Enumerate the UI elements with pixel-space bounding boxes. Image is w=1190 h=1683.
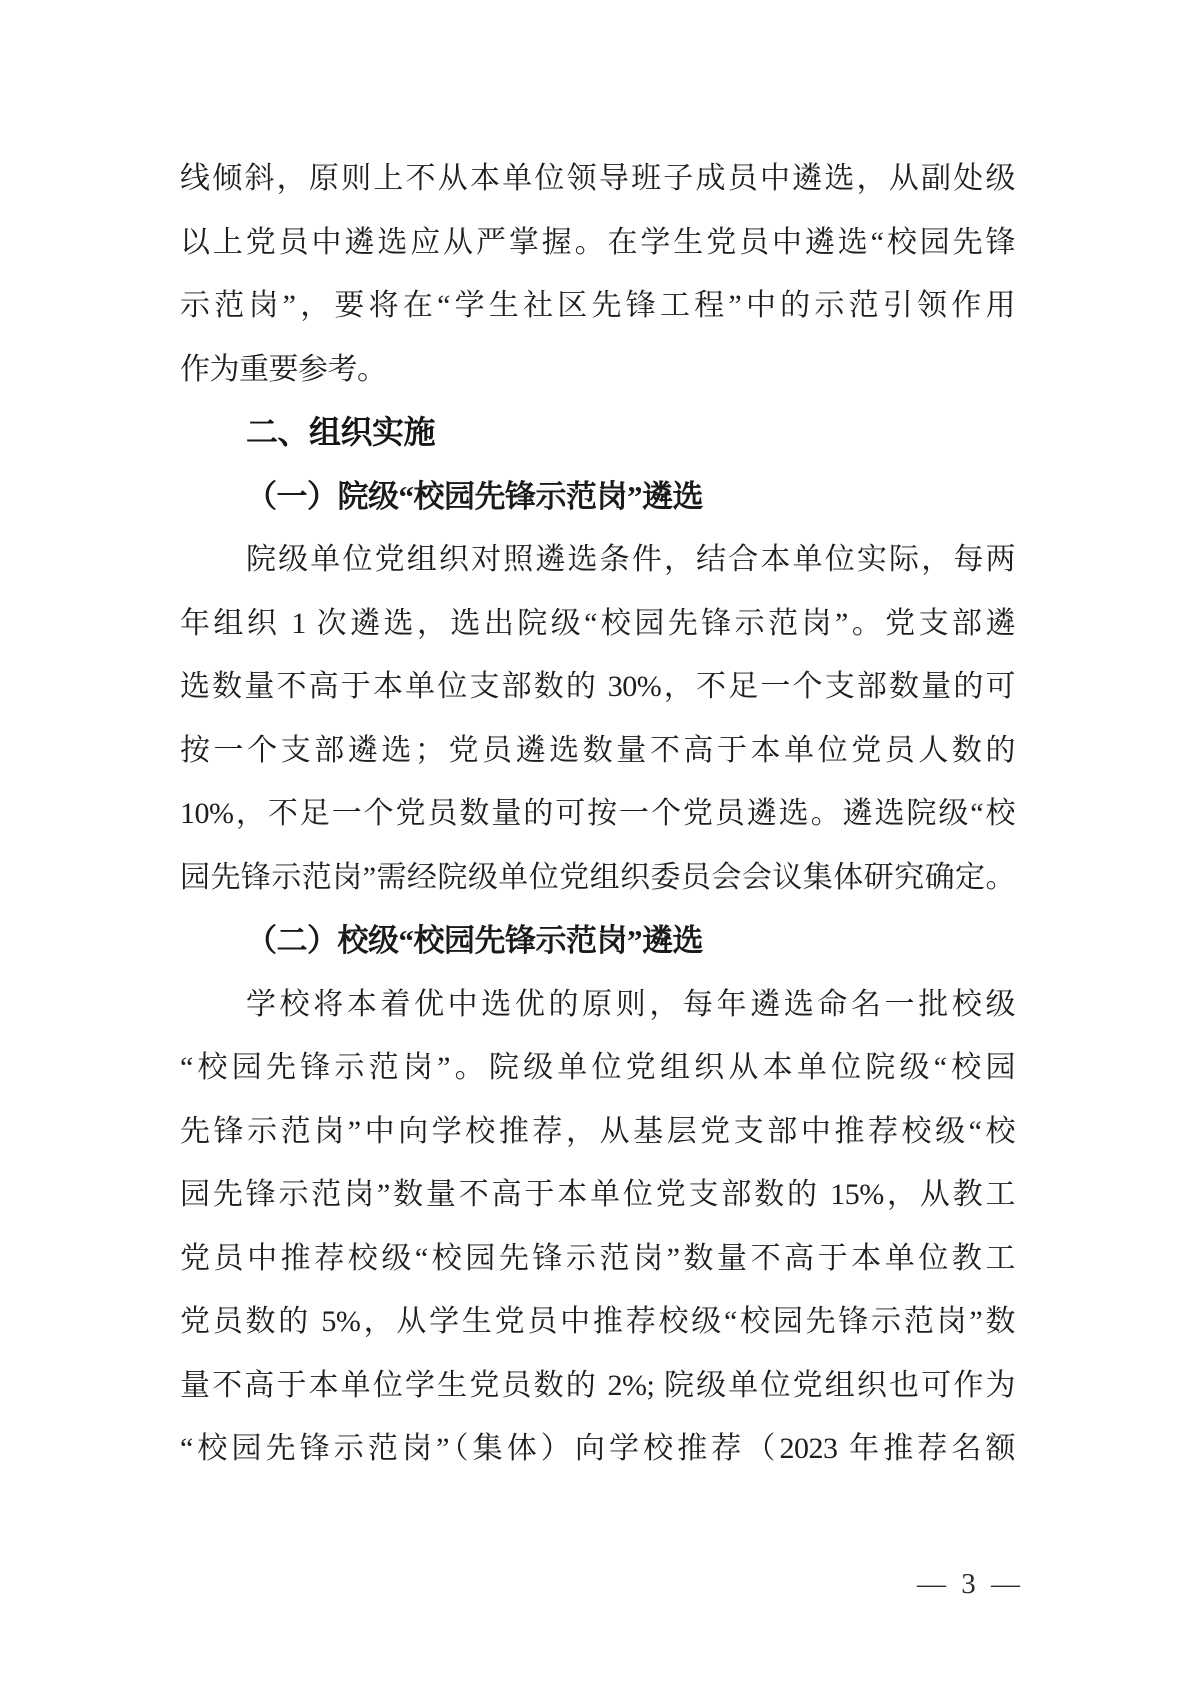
text-line: 党员数的 5%，从学生党员中推荐校级“校园先锋示范岗”数 [180, 1305, 1015, 1338]
subsection-heading: （二）校级“校园先锋示范岗”遴选 [246, 923, 703, 958]
text-line: 作为重要参考。 [180, 352, 387, 386]
text-line: 先锋示范岗”中向学校推荐，从基层党支部中推荐校级“校 [180, 1114, 1015, 1148]
text-line: “校园先锋示范岗”。院级单位党组织从本单位院级“校园 [180, 1051, 1015, 1084]
text-line: 学校将本着优中选优的原则，每年遴选命名一批校级 [246, 987, 1015, 1021]
text-line: 党员中推荐校级“校园先锋示范岗”数量不高于本单位教工 [180, 1241, 1015, 1275]
text-line: 量不高于本单位学生党员数的 2%; 院级单位党组织也可作为 [180, 1368, 1015, 1402]
text-line: 线倾斜，原则上不从本单位领导班子成员中遴选，从副处级 [180, 162, 1015, 195]
text-line: 园先锋示范岗”数量不高于本单位党支部数的 15%，从教工 [180, 1178, 1015, 1211]
text-line: 院级单位党组织对照遴选条件，结合本单位实际，每两 [246, 543, 1015, 576]
text-line: “校园先锋示范岗”（集体）向学校推荐（2023 年推荐名额 [180, 1432, 1015, 1465]
text-line: 按一个支部遴选；党员遴选数量不高于本单位党员人数的 [180, 733, 1015, 767]
text-line: 示范岗”，要将在“学生社区先锋工程”中的示范引领作用 [180, 289, 1015, 322]
text-line: 10%，不足一个党员数量的可按一个党员遴选。遴选院级“校 [180, 797, 1015, 830]
text-line: 选数量不高于本单位支部数的 30%，不足一个支部数量的可 [180, 670, 1015, 703]
document-body [180, 147, 1015, 1481]
text-line: 以上党员中遴选应从严掌握。在学生党员中遴选“校园先锋 [180, 225, 1015, 259]
text-line: 园先锋示范岗”需经院级单位党组织委员会会议集体研究确定。 [180, 860, 1015, 894]
page-number: — 3 — [917, 1568, 1020, 1600]
section-heading: 二、组织实施 [246, 414, 436, 450]
text-line: 年组织 1 次遴选，选出院级“校园先锋示范岗”。党支部遴 [180, 606, 1015, 640]
subsection-heading: （一）院级“校园先锋示范岗”遴选 [246, 478, 703, 514]
